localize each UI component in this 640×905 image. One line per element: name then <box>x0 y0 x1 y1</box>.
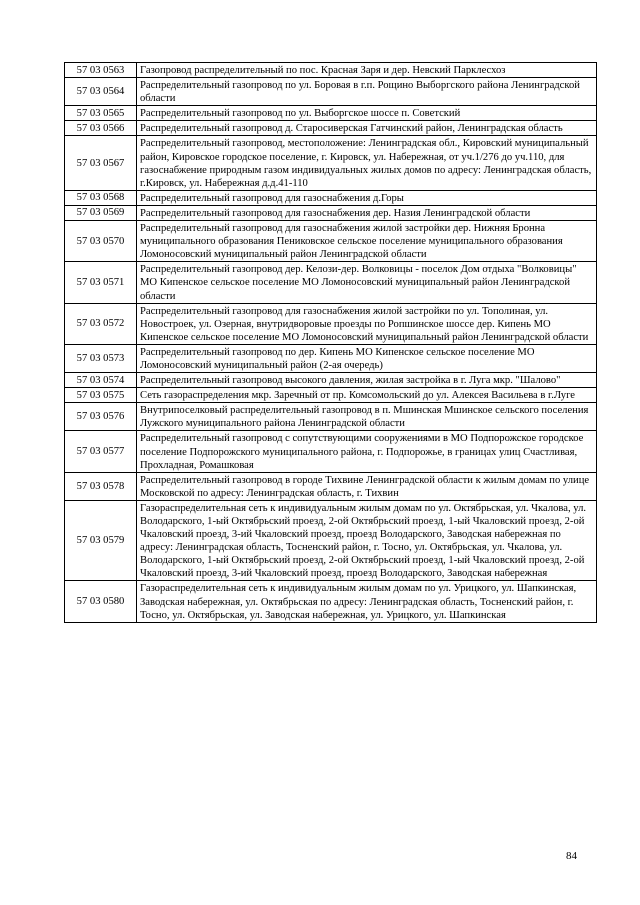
table-row <box>65 373 597 388</box>
table-row <box>65 205 597 220</box>
registry-code-cell: 57 03 0574 <box>65 373 137 388</box>
description-cell: Газораспределительная сеть к индивидуальным жилым домам по ул. Октябрьская, ул. Чкалова, ул. Володарского, 1-ый Октябрьский проезд, 2-ой Октябрьский проезд, 1-ый Чкаловский проезд, 2-ой Чкаловский проезд, 3-ий Чкаловский проезд, проезд Володарского, Заводская набережная по адресу: Ленинградская область, Тосненский район, г. Тосно, ул. Октябрьская, ул. Чкалова, ул. Володарского, 1-ый Октябрьский проезд, 2-ой Октябрьский проезд, 1-ый Чкаловский проезд, 2-ой Чкаловский проезд, 3-ий Чкаловский проезд, проезд Володарского, Заводская набережная <box>137 500 597 581</box>
registry-code-cell: 57 03 0573 <box>65 344 137 372</box>
description-cell: Распределительный газопровод в городе Тихвине Ленинградской области к жилым домам по улице Московской по адресу: Ленинградская область, г. Тихвин <box>137 472 597 500</box>
description-cell: Распределительный газопровод для газоснабжения дер. Назия Ленинградской области <box>137 205 597 220</box>
description-cell: Распределительный газопровод с сопутствующими сооружениями в МО Подпорожское городское поселение Подпорожского муниципального района, г. Подпорожье, в границах улиц Счастливая, Прохладная, Ромашковая <box>137 431 597 472</box>
table-row <box>65 344 597 372</box>
description-cell: Распределительный газопровод для газоснабжения д.Горы <box>137 190 597 205</box>
table-row <box>65 106 597 121</box>
table-row <box>65 500 597 581</box>
description-cell: Газопровод распределительный по пос. Красная Заря и дер. Невский Парклесхоз <box>137 63 597 78</box>
registry-code-cell: 57 03 0565 <box>65 106 137 121</box>
registry-code-cell: 57 03 0568 <box>65 190 137 205</box>
table-row <box>65 303 597 344</box>
table-row <box>65 221 597 262</box>
registry-code-cell: 57 03 0579 <box>65 500 137 581</box>
registry-code-cell: 57 03 0566 <box>65 121 137 136</box>
table-row <box>65 388 597 403</box>
description-cell: Распределительный газопровод для газоснабжения жилой застройки по ул. Тополиная, ул. Новостроек, ул. Озерная, внутридворовые проезды по Ропшинское шоссе дер. Кипень МО Кипенское сельское поселение МО Ломоносовский муниципальный район Ленинградской области <box>137 303 597 344</box>
table-row <box>65 403 597 431</box>
registry-code-cell: 57 03 0564 <box>65 78 137 106</box>
registry-code-cell: 57 03 0563 <box>65 63 137 78</box>
gas-pipeline-registry-table <box>64 62 597 623</box>
page-number: 84 <box>566 850 577 862</box>
description-cell: Распределительный газопровод по дер. Кипень МО Кипенское сельское поселение МО Ломоносовский муниципальный район (2-ая очередь) <box>137 344 597 372</box>
registry-code-cell: 57 03 0575 <box>65 388 137 403</box>
table-row <box>65 136 597 190</box>
table-row <box>65 472 597 500</box>
table-row <box>65 63 597 78</box>
description-cell: Сеть газораспределения мкр. Заречный от пр. Комсомольский до ул. Алексея Васильева в г.Луге <box>137 388 597 403</box>
registry-code-cell: 57 03 0576 <box>65 403 137 431</box>
description-cell: Распределительный газопровод по ул. Боровая в г.п. Рощино Выборгского района Ленинградской области <box>137 78 597 106</box>
description-cell: Газораспределительная сеть к индивидуальным жилым домам по ул. Урицкого, ул. Шапкинская, Заводская набережная, ул. Октябрьская по адресу: Ленинградская область, Тосненский район, г. Тосно, ул. Октябрьская, ул. Заводская набережная, ул. Урицкого, ул. Шапкинская <box>137 581 597 622</box>
registry-code-cell: 57 03 0571 <box>65 262 137 303</box>
description-cell: Распределительный газопровод для газоснабжения жилой застройки дер. Нижняя Бронна муниципального образования Пениковское сельское поселение муниципального образования Ломоносовский муниципальный район Ленинградской области <box>137 221 597 262</box>
description-cell: Распределительный газопровод, местоположение: Ленинградская обл., Кировский муниципальный район, Кировское городское поселение, г. Кировск, ул. Набережная, от уч.1/276 до уч.110, для газоснабжение природным газом индивидуальных жилых домов по адресу: Ленинградская область, г.Кировск, ул. Набережная д.д.41-110 <box>137 136 597 190</box>
description-cell: Распределительный газопровод д. Старосиверская Гатчинский район, Ленинградская область <box>137 121 597 136</box>
table-row <box>65 121 597 136</box>
table-row <box>65 190 597 205</box>
registry-code-cell: 57 03 0570 <box>65 221 137 262</box>
description-cell: Распределительный газопровод дер. Келози-дер. Волковицы - поселок Дом отдыха "Волковицы" МО Кипенское сельское поселение МО Ломоносовский муниципальный район Ленинградской области <box>137 262 597 303</box>
table-row <box>65 262 597 303</box>
description-cell: Внутрипоселковый распределительный газопровод в п. Мшинская Мшинское сельского поселения Лужского муниципального района Ленинградской области <box>137 403 597 431</box>
registry-code-cell: 57 03 0569 <box>65 205 137 220</box>
description-cell: Распределительный газопровод высокого давления, жилая застройка в г. Луга мкр. "Шалово" <box>137 373 597 388</box>
registry-code-cell: 57 03 0572 <box>65 303 137 344</box>
registry-code-cell: 57 03 0578 <box>65 472 137 500</box>
description-cell: Распределительный газопровод по ул. Выборгское шоссе п. Советский <box>137 106 597 121</box>
registry-code-cell: 57 03 0580 <box>65 581 137 622</box>
registry-code-cell: 57 03 0567 <box>65 136 137 190</box>
table-row <box>65 431 597 472</box>
table-row <box>65 581 597 622</box>
table-row <box>65 78 597 106</box>
registry-code-cell: 57 03 0577 <box>65 431 137 472</box>
